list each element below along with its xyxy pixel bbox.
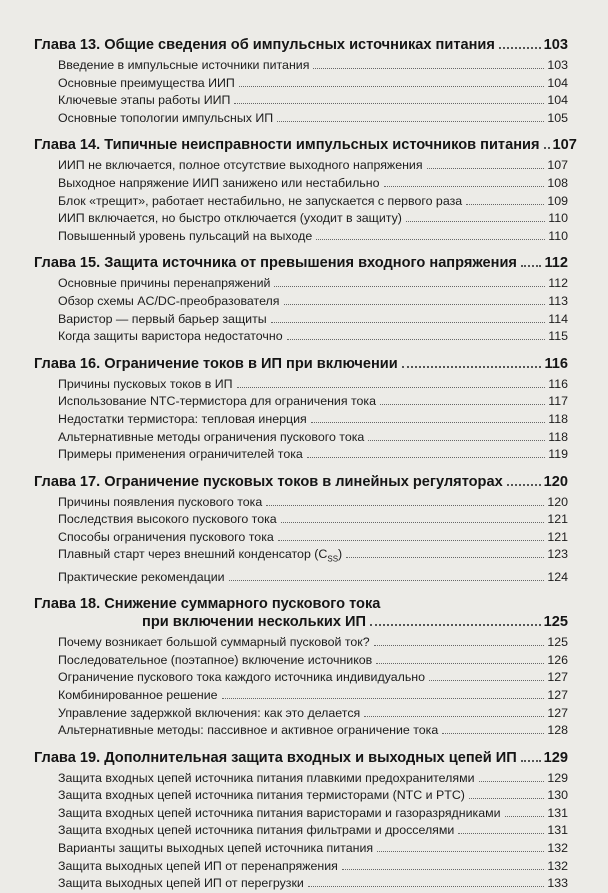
chapter-title-line <box>34 613 568 631</box>
dot-leader <box>427 168 545 169</box>
dot-leader <box>374 645 545 646</box>
entry-page-number: 129 <box>547 770 568 785</box>
entry-title-text: Защита выходных цепей ИП от перегрузки <box>58 876 304 891</box>
entry-title <box>58 840 373 858</box>
toc-entry <box>34 429 568 447</box>
entry-title <box>58 546 342 568</box>
chapter-title <box>34 254 568 272</box>
toc-entry <box>34 669 568 687</box>
dot-leader <box>237 387 546 388</box>
toc-entry <box>34 376 568 394</box>
toc-entry <box>34 275 568 293</box>
section-list <box>34 57 568 127</box>
entry-page-number: 112 <box>548 276 568 291</box>
toc-entry <box>34 787 568 805</box>
entry-title-text: Блок «трещит», работает нестабильно, не запускается с первого раза <box>58 193 463 208</box>
entry-title-text: Последствия высокого пускового тока <box>58 512 277 527</box>
entry-page-number: 127 <box>547 705 568 720</box>
toc-entry <box>34 634 568 652</box>
dot-leader <box>370 624 541 626</box>
dot-leader <box>229 580 545 581</box>
entry-page-number: 109 <box>547 193 568 208</box>
entry-title-text: ИИП включается, но быстро отключается (уходит в защиту) <box>58 211 402 226</box>
entry-title-text: Варистор — первый барьер защиты <box>58 311 267 326</box>
entry-title <box>58 275 270 293</box>
entry-page-number: 132 <box>547 858 568 873</box>
toc-entry <box>34 393 568 411</box>
toc-entry <box>34 328 568 346</box>
entry-page-number: 103 <box>547 58 568 72</box>
entry-title <box>58 652 372 670</box>
dot-leader <box>278 540 545 541</box>
entry-title-text: Защита входных цепей источника питания плавкими предохранителями <box>58 770 475 785</box>
entry-title-text: Почему возникает большой суммарный пусковой ток? <box>58 635 370 650</box>
entry-page-number: 110 <box>548 211 568 226</box>
entry-page-number: 127 <box>547 670 568 685</box>
dot-leader <box>499 47 541 49</box>
entry-title <box>58 376 233 394</box>
chapter-title <box>34 595 568 631</box>
entry-page-number: 116 <box>548 376 568 391</box>
entry-page-number: 110 <box>548 228 568 243</box>
toc-entry <box>34 228 568 246</box>
dot-leader <box>346 557 544 558</box>
chapter-title <box>34 473 568 491</box>
entry-title <box>58 494 262 512</box>
entry-title-suffix: ) <box>338 547 343 562</box>
chapter-section <box>34 355 568 464</box>
chapter-title-text: Глава 13. Общие сведения об импульсных источниках питания <box>34 37 495 53</box>
chapter-section <box>34 595 568 740</box>
dot-leader <box>469 798 544 799</box>
entry-title-text: Когда защиты варистора недостаточно <box>58 329 283 344</box>
chapter-page-number: 107 <box>552 137 577 154</box>
entry-page-number: 131 <box>547 823 568 838</box>
entry-title-text: Защита входных цепей источника питания варисторами и газоразрядниками <box>58 805 501 820</box>
entry-title <box>58 228 312 246</box>
entry-title <box>58 705 360 723</box>
entry-title <box>58 210 402 228</box>
entry-page-number: 127 <box>547 687 568 702</box>
toc-entry <box>34 529 568 547</box>
entry-title-text: Причины пусковых токов в ИП <box>58 376 233 391</box>
dot-leader <box>368 440 545 441</box>
chapter-section <box>34 749 568 893</box>
entry-page-number: 133 <box>547 876 568 891</box>
chapter-title <box>34 136 577 154</box>
entry-title-text: Защита входных цепей источника питания фильтрами и дросселями <box>58 823 455 838</box>
entry-title <box>58 393 376 411</box>
dot-leader <box>384 186 545 187</box>
toc-entry <box>34 705 568 723</box>
dot-leader <box>342 869 544 870</box>
chapter-title-text: Глава 16. Ограничение токов в ИП при включении <box>34 355 398 372</box>
toc-entry <box>34 569 568 587</box>
chapter-section <box>34 473 568 586</box>
entry-title <box>58 75 235 93</box>
dot-leader <box>507 484 541 486</box>
entry-title <box>58 328 283 346</box>
entry-title-text: ИИП не включается, полное отсутствие выходного напряжения <box>58 158 423 173</box>
entry-title <box>58 193 462 211</box>
chapter-title-text: Глава 17. Ограничение пусковых токов в линейных регуляторах <box>34 473 503 490</box>
dot-leader <box>505 816 545 817</box>
chapter-section <box>34 136 577 245</box>
dot-leader <box>429 680 544 681</box>
toc-entry <box>34 805 568 823</box>
chapter-page-number: 129 <box>543 749 568 766</box>
entry-title <box>58 569 225 587</box>
entry-title-text: Ограничение пускового тока каждого источника индивидуально <box>58 670 426 685</box>
chapter-page-number: 103 <box>543 37 568 53</box>
toc-entry <box>34 175 568 193</box>
entry-title <box>58 92 230 110</box>
chapter-title-text: Глава 19. Дополнительная защита входных и выходных цепей ИП <box>34 749 517 766</box>
entry-page-number: 120 <box>547 494 568 509</box>
dot-leader <box>271 322 546 323</box>
entry-page-number: 132 <box>547 841 568 856</box>
toc-entry <box>34 193 568 211</box>
dot-leader <box>377 851 544 852</box>
entry-title-text: Обзор схемы AC/DC-преобразователя <box>58 293 280 308</box>
dot-leader <box>316 239 545 240</box>
dot-leader <box>364 716 544 717</box>
toc-entry <box>34 75 568 93</box>
entry-title <box>58 57 309 75</box>
entry-page-number: 121 <box>547 529 568 544</box>
entry-title <box>58 446 303 464</box>
dot-leader <box>458 833 544 834</box>
entry-title-text: Повышенный уровень пульсаций на выходе <box>58 228 313 243</box>
entry-title-text: Варианты защиты выходных цепей источника питания <box>58 841 374 856</box>
toc-entry <box>34 446 568 464</box>
chapter-title-text: Глава 15. Защита источника от превышения входного напряжения <box>34 255 517 272</box>
toc-entry <box>34 858 568 876</box>
entry-page-number: 119 <box>548 447 568 462</box>
toc-entry <box>34 840 568 858</box>
entry-title <box>58 293 280 311</box>
entry-title <box>58 770 475 788</box>
entry-title-text: Основные преимущества ИИП <box>58 75 235 90</box>
entry-title-text: Основные топологии импульсных ИП <box>58 110 274 125</box>
chapter-page-number: 125 <box>543 614 568 631</box>
dot-leader <box>544 147 550 149</box>
dot-leader <box>311 422 546 423</box>
chapter-title-text: Глава 14. Типичные неисправности импульсных источников питания <box>34 137 540 154</box>
toc-entry <box>34 311 568 329</box>
entry-title-text: Плавный старт через внешний конденсатор (C <box>58 547 328 562</box>
entry-page-number: 126 <box>547 652 568 667</box>
entry-page-number: 118 <box>548 429 568 444</box>
entry-page-number: 123 <box>547 547 568 562</box>
dot-leader <box>234 103 544 104</box>
entry-title-text: Использование NTC-термистора для ограничения тока <box>58 394 377 409</box>
entry-title <box>58 634 370 652</box>
dot-leader <box>277 121 544 122</box>
entry-page-number: 113 <box>548 293 568 308</box>
entry-page-number: 108 <box>547 175 568 190</box>
entry-page-number: 125 <box>547 635 568 650</box>
toc-entry <box>34 652 568 670</box>
toc-entry <box>34 770 568 788</box>
entry-title-text: Альтернативные методы ограничения пускового тока <box>58 429 365 444</box>
entry-title-text: Защита выходных цепей ИП от перенапряжения <box>58 858 338 873</box>
entry-title-text: Введение в импульсные источники питания <box>58 58 310 72</box>
chapter-section <box>34 254 568 345</box>
entry-title-text: Примеры применения ограничителей тока <box>58 447 303 462</box>
entry-page-number: 107 <box>547 158 568 173</box>
dot-leader <box>284 304 546 305</box>
dot-leader <box>376 663 544 664</box>
section-list <box>34 376 568 464</box>
entry-page-number: 104 <box>547 93 568 108</box>
entry-title <box>58 110 273 128</box>
toc-entry <box>34 546 568 568</box>
entry-page-number: 104 <box>547 75 568 90</box>
entry-title <box>58 875 304 893</box>
entry-page-number: 124 <box>547 569 568 584</box>
entry-title-text: Основные причины перенапряжений <box>58 276 271 291</box>
dot-leader <box>274 286 545 287</box>
section-list <box>34 157 568 245</box>
entry-title <box>58 822 454 840</box>
entry-page-number: 118 <box>548 411 568 426</box>
dot-leader <box>479 781 545 782</box>
chapter-page-number: 120 <box>543 473 568 490</box>
toc-entry <box>34 57 568 75</box>
chapter-section <box>34 36 568 127</box>
entry-title <box>58 511 277 529</box>
section-list <box>34 275 568 345</box>
section-list <box>34 770 568 893</box>
entry-page-number: 131 <box>547 805 568 820</box>
chapter-title-text: Глава 18. Снижение суммарного пускового тока <box>34 596 381 613</box>
dot-leader <box>308 886 544 887</box>
entry-title <box>58 529 274 547</box>
dot-leader <box>521 760 541 762</box>
entry-title-text: Ключевые этапы работы ИИП <box>58 93 231 108</box>
dot-leader <box>281 522 545 523</box>
toc-entry <box>34 875 568 893</box>
entry-page-number: 130 <box>547 788 568 803</box>
entry-title-text: Альтернативные методы: пассивное и активное ограничение тока <box>58 723 439 738</box>
toc-entry <box>34 511 568 529</box>
chapter-title-line <box>34 595 568 613</box>
dot-leader <box>406 221 545 222</box>
dot-leader <box>287 339 546 340</box>
dot-leader <box>239 86 545 87</box>
section-list <box>34 494 568 586</box>
dot-leader <box>222 698 545 699</box>
toc-entry <box>34 722 568 740</box>
entry-title-text: Последовательное (поэтапное) включение источников <box>58 652 373 667</box>
dot-leader <box>442 733 544 734</box>
entry-page-number: 117 <box>548 394 568 409</box>
toc-entry <box>34 110 568 128</box>
dot-leader <box>402 366 542 368</box>
toc-entry <box>34 210 568 228</box>
entry-title <box>58 687 218 705</box>
toc-entry <box>34 92 568 110</box>
entry-title <box>58 429 364 447</box>
entry-title-text: Практические рекомендации <box>58 569 225 584</box>
entry-page-number: 128 <box>547 723 568 738</box>
entry-title <box>58 722 438 740</box>
dot-leader <box>307 457 545 458</box>
entry-title <box>58 157 423 175</box>
chapter-title <box>34 749 568 767</box>
entry-title-text: Защита входных цепей источника питания термисторами (NTC и PTC) <box>58 788 465 803</box>
entry-title-text: Недостатки термистора: тепловая инерция <box>58 411 307 426</box>
dot-leader <box>313 68 544 69</box>
dot-leader <box>466 204 544 205</box>
entry-title-text: Комбинированное решение <box>58 687 218 702</box>
chapter-title-text-continued: при включении нескольких ИП <box>142 614 366 631</box>
toc-entry <box>34 494 568 512</box>
section-list <box>34 634 568 740</box>
entry-page-number: 105 <box>547 110 568 125</box>
entry-title <box>58 787 465 805</box>
toc-entry <box>34 822 568 840</box>
entry-title-text: Выходное напряжение ИИП занижено или нестабильно <box>58 175 380 190</box>
entry-title-text: Причины появления пускового тока <box>58 494 263 509</box>
chapter-page-number: 116 <box>544 355 568 372</box>
chapter-page-number: 112 <box>544 255 568 272</box>
entry-page-number: 115 <box>548 329 568 344</box>
dot-leader <box>380 404 545 405</box>
dot-leader <box>521 265 542 267</box>
entry-title <box>58 311 267 329</box>
toc-entry <box>34 687 568 705</box>
chapter-title <box>34 36 568 54</box>
entry-title-text: Управление задержкой включения: как это делается <box>58 705 361 720</box>
entry-title <box>58 411 307 429</box>
entry-page-number: 114 <box>548 311 568 326</box>
dot-leader <box>266 505 544 506</box>
toc-entry <box>34 293 568 311</box>
entry-title-text: Способы ограничения пускового тока <box>58 529 274 544</box>
toc-entry <box>34 157 568 175</box>
entry-title <box>58 175 380 193</box>
toc-entry <box>34 411 568 429</box>
entry-title <box>58 669 425 687</box>
entry-page-number: 121 <box>547 512 568 527</box>
entry-title <box>58 805 501 823</box>
entry-title <box>58 858 338 876</box>
entry-subscript: SS <box>327 554 339 564</box>
chapter-title <box>34 355 568 373</box>
